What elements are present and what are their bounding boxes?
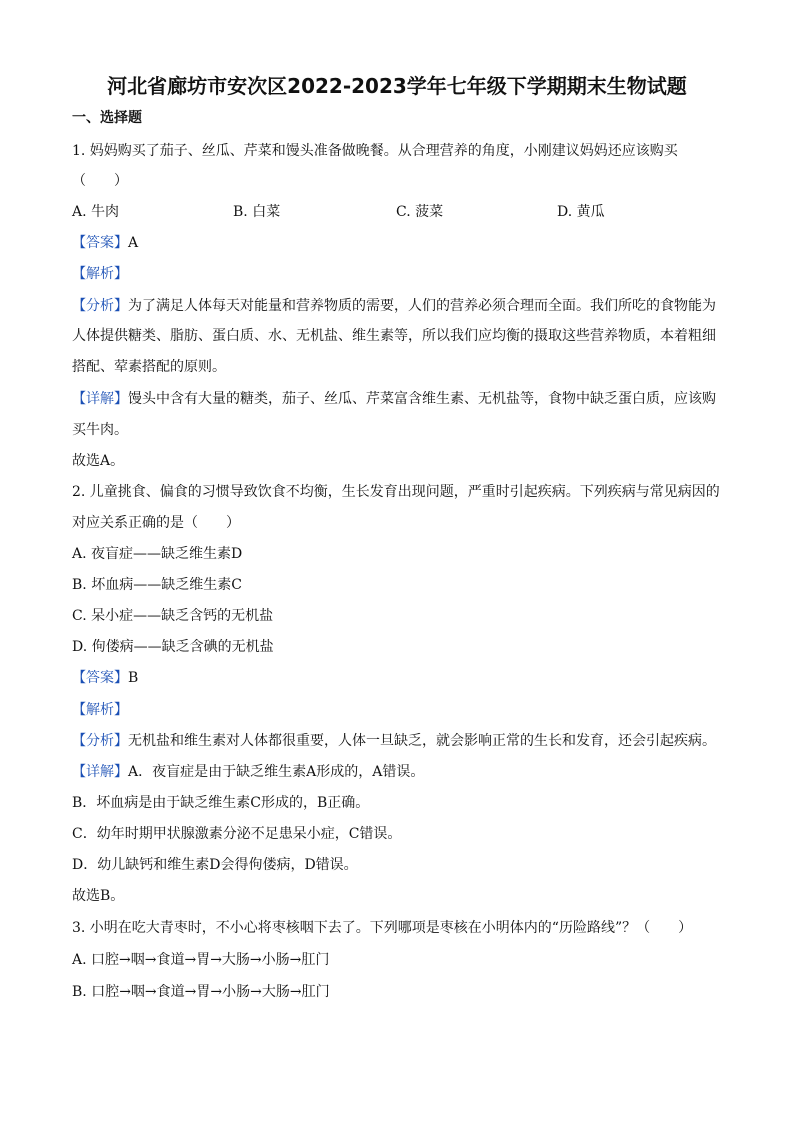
q2-option-b: B. 坏血病——缺乏维生素C <box>72 577 242 593</box>
q1-option-b: B. 白菜 <box>233 204 281 220</box>
q1-answer-line <box>72 233 138 253</box>
q1-analysis-tag: 【解析】 <box>72 266 128 282</box>
answer-tag: 【答案】 <box>72 235 128 251</box>
q1-xiangjie-line2: 买牛肉。 <box>72 422 128 438</box>
q2-detail-d: D．幼儿缺钙和维生素D会得佝偻病，D错误。 <box>72 857 358 873</box>
q1-conclusion: 故选A。 <box>72 453 125 469</box>
answer-tag: 【答案】 <box>72 670 128 686</box>
page-title: 河北省廊坊市安次区2022-2023学年七年级下学期期末生物试题 <box>107 74 687 98</box>
q3-option-b: B. 口腔→咽→食道→胃→小肠→大肠→肛门 <box>72 984 330 1000</box>
q2-answer-value: B <box>128 670 139 686</box>
q2-option-d: D. 佝偻病——缺乏含碘的无机盐 <box>72 639 274 655</box>
q2-stem-line2: 对应关系正确的是（ ） <box>72 515 240 531</box>
q1-fenxi-line2: 人体提供糖类、脂肪、蛋白质、水、无机盐、维生素等，所以我们应均衡的摄取这些营养物质，本着粗细 <box>72 328 716 344</box>
q1-xiangjie-line1: 【详解】馒头中含有大量的糖类，茄子、丝瓜、芹菜富含维生素、无机盐等，食物中缺乏蛋白质，应该购 <box>72 391 716 407</box>
q2-xiangjie-line1: 【详解】A．夜盲症是由于缺乏维生素A形成的，A错误。 <box>72 764 425 780</box>
q2-answer-line <box>72 668 138 688</box>
q2-option-c: C. 呆小症——缺乏含钙的无机盐 <box>72 608 274 624</box>
q1-stem-line2: （ ） <box>72 173 128 189</box>
q2-fenxi-line1: 【分析】无机盐和维生素对人体都很重要，人体一旦缺乏，就会影响正常的生长和发育，还会引起疾病。 <box>72 733 716 749</box>
q1-option-d: D. 黄瓜 <box>557 204 605 220</box>
q2-conclusion: 故选B。 <box>72 888 125 904</box>
q2-analysis-tag: 【解析】 <box>72 702 128 718</box>
q2-option-a: A. 夜盲症——缺乏维生素D <box>72 546 243 562</box>
q2-detail-c: C．幼年时期甲状腺激素分泌不足患呆小症，C错误。 <box>72 826 402 842</box>
q3-option-a: A. 口腔→咽→食道→胃→大肠→小肠→肛门 <box>72 952 330 968</box>
q1-stem-line1: 1. 妈妈购买了茄子、丝瓜、芹菜和馒头准备做晚餐。从合理营养的角度，小刚建议妈妈还应该购买 <box>72 143 678 159</box>
q1-answer-value: A <box>128 235 139 251</box>
q2-detail-b: B．坏血病是由于缺乏维生素C形成的，B正确。 <box>72 795 370 811</box>
q2-stem-line1: 2. 儿童挑食、偏食的习惯导致饮食不均衡，生长发育出现问题，严重时引起疾病。下列疾病与常见病因的 <box>72 484 720 500</box>
section-heading: 一、选择题 <box>72 110 142 126</box>
q1-option-a: A. 牛肉 <box>72 204 120 220</box>
q1-fenxi-line3: 搭配、荤素搭配的原则。 <box>72 359 226 375</box>
q3-stem-line1: 3. 小明在吃大青枣时，不小心将枣核咽下去了。下列哪项是枣核在小明体内的“历险路线”？（ ） <box>72 920 693 936</box>
q1-option-c: C. 菠菜 <box>396 204 444 220</box>
q1-fenxi-line1: 【分析】为了满足人体每天对能量和营养物质的需要，人们的营养必须合理而全面。我们所吃的食物能为 <box>72 298 716 314</box>
